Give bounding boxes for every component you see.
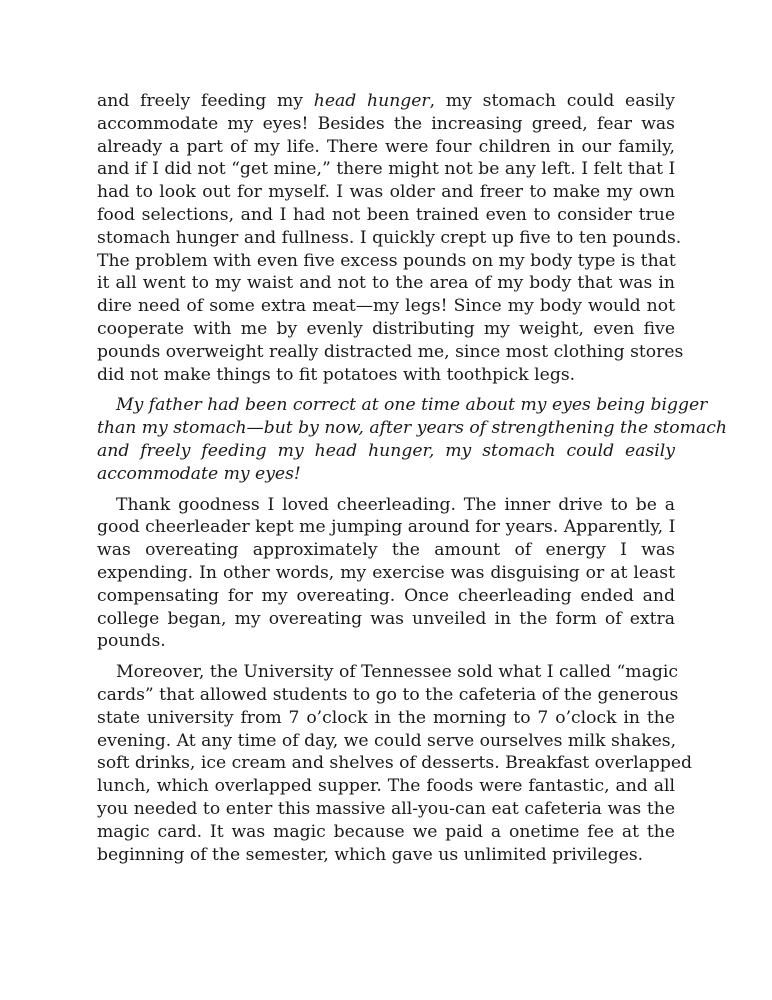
text-run: and if I did not “get mine,” there might not be any left. I felt that I <box>97 159 676 180</box>
text-run: stomach hunger and fullness. I quickly crept up five to ten pounds. <box>97 227 682 248</box>
text-run: you needed to enter this massive all-you-can eat cafeteria was the <box>97 798 675 819</box>
text-run: food selections, and I had not been trained even to consider true <box>97 204 675 225</box>
text-run: , my stomach could easily <box>429 91 675 111</box>
text-line <box>97 661 678 684</box>
text-line <box>97 394 708 417</box>
text-run: magic card. It was magic because we paid a onetime fee at the <box>97 821 675 842</box>
text-run: already a part of my life. There were four children in our family, <box>97 136 675 157</box>
text-line <box>97 90 675 113</box>
text-line <box>97 136 675 159</box>
text-line <box>97 752 693 775</box>
text-run: pounds overweight really distracted me, since most clothing stores <box>97 341 684 362</box>
text-run: accommodate my eyes! Besides the increasing greed, fear was <box>97 113 675 134</box>
text-line <box>97 684 679 707</box>
text-line <box>97 250 675 273</box>
text-line <box>97 539 675 562</box>
text-run: state university from 7 o’clock in the morning to 7 o’clock in the <box>97 707 675 728</box>
body-paragraph <box>97 90 684 386</box>
text-run: did not make things to fit potatoes with toothpick legs. <box>97 364 576 385</box>
text-line <box>97 295 675 318</box>
text-run: Thank goodness I loved cheerleading. The inner drive to be a <box>116 494 675 515</box>
text-run: than my stomach—but by now, after years of strengthening the stomach <box>97 418 727 439</box>
text-line <box>97 821 675 844</box>
text-line <box>97 562 675 585</box>
text-line <box>97 730 675 753</box>
text-line <box>97 204 675 227</box>
text-run: good cheerleader kept me jumping around for years. Apparently, I <box>97 517 676 538</box>
text-run: and freely feeding my <box>97 91 314 111</box>
body-paragraph <box>97 661 693 866</box>
text-line <box>97 707 675 730</box>
text-run: accommodate my eyes! <box>97 463 301 484</box>
text-line <box>97 113 675 136</box>
text-line <box>97 272 675 295</box>
text-run: cooperate with me by evenly distributing my weight, even five <box>97 318 675 339</box>
text-line <box>97 417 727 440</box>
text-run: beginning of the semester, which gave us unlimited privileges. <box>97 844 644 865</box>
text-run: evening. At any time of day, we could serve ourselves milk shakes, <box>97 730 677 751</box>
text-run: lunch, which overlapped supper. The foods were fantastic, and all <box>97 776 675 797</box>
text-line <box>97 494 675 517</box>
emphasized-text: head hunger <box>313 91 430 111</box>
pull-quote <box>97 394 727 485</box>
text-run: college began, my overeating was unveiled in the form of extra <box>97 608 675 629</box>
text-line <box>97 844 675 867</box>
body-paragraph <box>97 494 675 654</box>
text-line <box>97 608 675 631</box>
text-line <box>97 585 675 608</box>
text-line <box>97 775 675 798</box>
text-run: expending. In other words, my exercise was disguising or at least <box>97 562 675 583</box>
text-line <box>97 440 675 463</box>
text-line <box>97 318 675 341</box>
text-run: The problem with even five excess pounds on my body type is that <box>97 250 676 271</box>
text-line <box>97 364 675 387</box>
text-run: had to look out for myself. I was older and freer to make my own <box>97 182 675 203</box>
text-run: My father had been correct at one time about my eyes being bigger <box>116 395 708 416</box>
text-line <box>97 158 675 181</box>
text-run: Moreover, the University of Tennessee sold what I called “magic <box>116 662 678 683</box>
text-run: dire need of some extra meat—my legs! Since my body would not <box>97 296 675 317</box>
text-line <box>97 798 675 821</box>
text-line <box>97 516 675 539</box>
text-run: and freely feeding my head hunger, my stomach could easily <box>97 440 675 461</box>
text-line <box>97 341 684 364</box>
text-run: compensating for my overeating. Once cheerleading ended and <box>97 585 675 606</box>
text-line <box>97 181 675 204</box>
text-run: cards” that allowed students to go to the cafeteria of the generous <box>97 684 679 705</box>
text-line <box>97 630 675 653</box>
book-page <box>97 90 727 874</box>
text-line <box>97 227 682 250</box>
text-line <box>97 463 675 486</box>
text-run: it all went to my waist and not to the area of my body that was in <box>97 273 675 294</box>
text-run: soft drinks, ice cream and shelves of desserts. Breakfast overlapped <box>97 753 693 774</box>
text-run: pounds. <box>97 631 166 652</box>
text-run: was overeating approximately the amount of energy I was <box>97 540 675 561</box>
